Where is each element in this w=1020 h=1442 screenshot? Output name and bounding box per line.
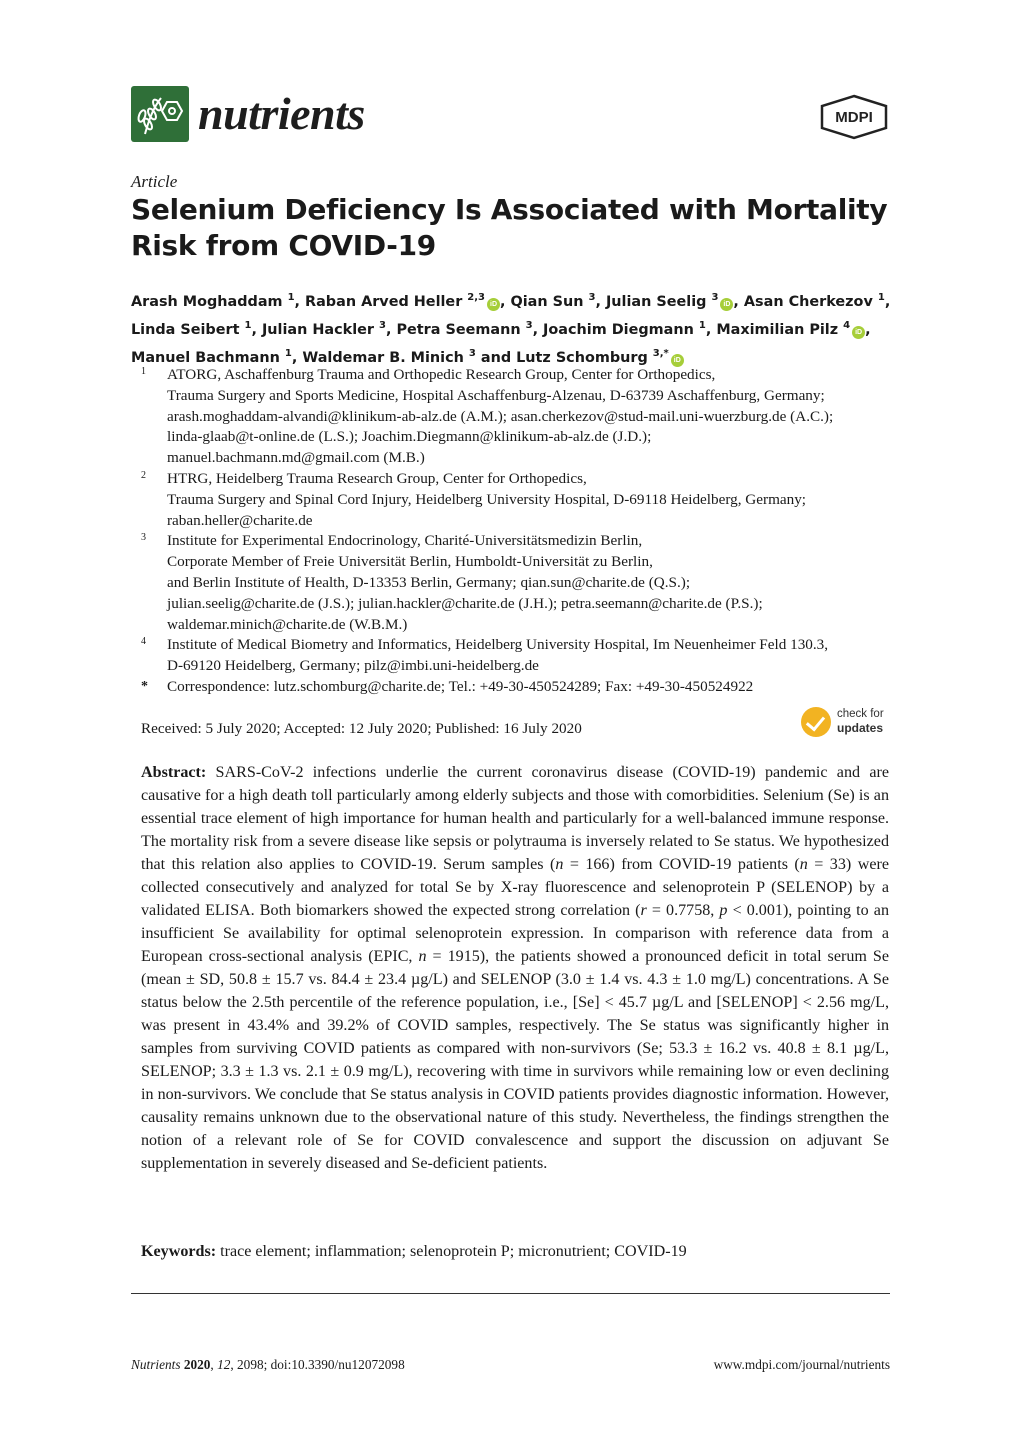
affiliation-line: waldemar.minich@charite.de (W.B.M.) [167, 615, 408, 633]
orcid-icon[interactable]: iD [671, 354, 684, 367]
title-line-1: Selenium Deficiency Is Associated with Mortality [131, 193, 888, 226]
orcid-icon[interactable]: iD [720, 298, 733, 311]
author-affiliation-mark: 3 [525, 320, 533, 331]
affiliation-line: manuel.bachmann.md@gmail.com (M.B.) [167, 449, 425, 467]
divider [131, 1293, 890, 1294]
keywords-text: trace element; inflammation; selenoprotein P; micronutrient; COVID-19 [216, 1243, 687, 1260]
author-name[interactable]: Arash Moghaddam [131, 294, 288, 310]
wheat-molecule-icon [131, 86, 189, 142]
author-name[interactable]: Julian Seelig [605, 294, 712, 310]
author-name[interactable]: Raban Arved Heller [305, 294, 468, 310]
affiliation-line: Trauma Surgery and Spinal Cord Injury, Heidelberg University Hospital, D-69118 Heidelberg, Germany; [167, 490, 807, 508]
author-affiliation-mark: 3 [468, 348, 476, 359]
affiliation [141, 635, 901, 677]
author-line: Manuel Bachmann $^1$, Waldemar B. Minich $^3$ and Lutz Schomburg $^{3,*}$iD [131, 342, 891, 370]
affiliation [141, 531, 901, 635]
author-name[interactable]: and Lutz Schomburg [480, 350, 653, 366]
author-affiliation-mark: 1 [284, 348, 292, 359]
author-name[interactable]: Petra Seemann [396, 322, 526, 338]
affiliation-line: arash.moghaddam-alvandi@klinikum-ab-alz.de (A.M.); asan.cherkezov@stud-mail.uni-wuerzburg.de (A.C.); [167, 407, 834, 425]
orcid-icon[interactable]: iD [487, 298, 500, 311]
article-title [131, 192, 891, 264]
publication-dates: Received: 5 July 2020; Accepted: 12 July 2020; Published: 16 July 2020 [141, 720, 582, 737]
affiliation-line: Institute of Medical Biometry and Informatics, Heidelberg University Hospital, Im Neuenheimer Feld 130.3, [167, 636, 829, 654]
affiliation [141, 365, 901, 469]
author-affiliation-mark: 3 [711, 292, 719, 303]
affiliation-line: D-69120 Heidelberg, Germany; pilz@imbi.uni-heidelberg.de [167, 657, 539, 675]
author-affiliation-mark: 1 [877, 292, 885, 303]
affiliation-line: Trauma Surgery and Sports Medicine, Hospital Aschaffenburg-Alzenau, D-63739 Aschaffenburg, Germany; [167, 386, 825, 404]
author-name[interactable]: Asan Cherkezov [743, 294, 878, 310]
author-name[interactable]: Julian Hackler [261, 322, 380, 338]
publisher-name: MDPI [835, 109, 873, 126]
affiliation-number: 2 [141, 469, 146, 481]
check-updates-icon [801, 707, 831, 737]
affiliation [141, 677, 901, 698]
citation-footer: Nutrients 2020, 12, 2098; doi:10.3390/nu12072098 [131, 1357, 405, 1372]
author-name[interactable]: Linda Seibert [131, 322, 245, 338]
abstract: Abstract: SARS-CoV-2 infections underlie the current coronavirus disease (COVID-19) pandemic and are causative for a high death toll particularly among elderly subjects and those with comorbidities. Selenium (Se) is an essential trace element of high importance for human health and particularly for a well-balanced immune response. The mortality risk from a severe disease like sepsis or polytrauma is inversely related to Se status. We hypothesized that this relation also applies to COVID-19. Serum samples (n = 166) from COVID-19 patients (n = 33) were collected consecutively and analyzed for total Se by X-ray fluorescence and selenoprotein P (SELENOP) by a validated ELISA. Both biomarkers showed the expected strong correlation (r = 0.7758, p < 0.001), pointing to an insufficient Se availability for optimal selenoprotein expression. In comparison with reference data from a European cross-sectional analysis (EPIC, n = 1915), the patients showed a pronounced deficit in total serum Se (mean ± SD, 50.8 ± 15.7 vs. 84.4 ± 23.4 µg/L) and SELENOP (3.0 ± 1.4 vs. 4.3 ± 1.0 mg/L) concentrations. A Se status below the 2.5th percentile of the reference population, i.e., [Se] < 45.7 µg/L and [SELENOP] < 2.56 mg/L, was present in 43.4% and 39.2% of COVID samples, respectively. The Se status was significantly higher in samples from surviving COVID patients as compared with non-survivors (Se; 53.3 ± 16.2 vs. 40.8 ± 8.1 µg/L, SELENOP; 3.3 ± 1.3 vs. 2.1 ± 0.9 mg/L), recovering with time in survivors while remaining low or even declining in non-survivors. We conclude that Se status analysis in COVID patients provides diagnostic information. However, causality remains unknown due to the observational nature of this study. Nevertheless, the findings strengthen the notion of a relevant role of Se for COVID convalescence and support the discussion on adjuvant Se supplementation in severely diseased and Se-deficient patients. [141, 764, 889, 1172]
affiliation [141, 469, 901, 531]
author-name[interactable]: Manuel Bachmann [131, 350, 285, 366]
journal-logo [131, 86, 189, 142]
author-line: Linda Seibert $^1$, Julian Hackler $^3$, Petra Seemann $^3$, Joachim Diegmann $^1$, Maximilian Pilz $^4$iD , [131, 320, 871, 338]
author-name[interactable]: Joachim Diegmann [543, 322, 699, 338]
author-line: Arash Moghaddam $^1$, Raban Arved Heller $^{2,3}$iD , Qian Sun $^3$, Julian Seelig $^3$iD , Asan Cherkezov $^1$, [131, 292, 891, 310]
affiliation-line: HTRG, Heidelberg Trauma Research Group, Center for Orthopedics, [167, 469, 587, 487]
affiliation-number: * [141, 678, 148, 694]
affiliation-list [141, 365, 901, 698]
author-name[interactable]: Waldemar B. Minich [302, 350, 469, 366]
author-name[interactable]: Qian Sun [510, 294, 589, 310]
article-type: Article [131, 172, 178, 191]
mdpi-logo [818, 94, 890, 140]
author-affiliation-mark: 3 [379, 320, 386, 331]
orcid-icon[interactable]: iD [852, 326, 865, 339]
affiliation-number: 4 [141, 636, 146, 648]
keywords-label: Keywords: [141, 1243, 217, 1260]
affiliation-line: linda-glaab@t-online.de (L.S.); Joachim.Diegmann@klinikum-ab-alz.de (J.D.); [167, 428, 652, 446]
affiliation-line: and Berlin Institute of Health, D-13353 Berlin, Germany; qian.sun@charite.de (Q.S.); [167, 573, 691, 591]
author-name[interactable]: Maximilian Pilz [716, 322, 844, 338]
author-affiliation-mark: 1 [244, 320, 252, 331]
title-line-2: Risk from COVID-19 [131, 229, 436, 262]
author-affiliation-mark: 3 [588, 292, 596, 303]
check-for-updates-button[interactable] [801, 705, 891, 741]
author-affiliation-mark: 3,* [652, 348, 669, 359]
affiliation-line: Corporate Member of Freie Universität Berlin, Humboldt-Universität zu Berlin, [167, 553, 653, 571]
author-affiliation-mark: 1 [698, 320, 706, 331]
check-updates-line1: check for [837, 708, 884, 720]
affiliation-number: 1 [141, 366, 146, 377]
affiliation-line: raban.heller@charite.de [167, 511, 313, 529]
check-updates-line2: updates [837, 721, 884, 735]
affiliation-line: ATORG, Aschaffenburg Trauma and Orthopedic Research Group, Center for Orthopedics, [167, 366, 716, 383]
journal-name: nutrients [198, 88, 365, 139]
affiliation-number: 3 [141, 532, 146, 544]
author-affiliation-mark: 4 [843, 320, 851, 331]
author-list [131, 286, 891, 370]
affiliation-line: Institute for Experimental Endocrinology, Charité-Universitätsmedizin Berlin, [167, 532, 643, 550]
keywords [141, 1243, 889, 1261]
affiliation-line: Correspondence: lutz.schomburg@charite.de; Tel.: +49-30-450524289; Fax: +49-30-450524922 [167, 677, 754, 695]
mdpi-hexagon-icon [818, 94, 890, 140]
journal-url-link[interactable]: www.mdpi.com/journal/nutrients [713, 1357, 890, 1372]
author-affiliation-mark: 2,3 [467, 292, 486, 303]
abstract-label: Abstract: [141, 764, 207, 781]
affiliation-line: julian.seelig@charite.de (J.S.); julian.hackler@charite.de (J.H.); petra.seemann@charite.de (P.S.); [167, 594, 763, 612]
author-affiliation-mark: 1 [287, 292, 295, 303]
